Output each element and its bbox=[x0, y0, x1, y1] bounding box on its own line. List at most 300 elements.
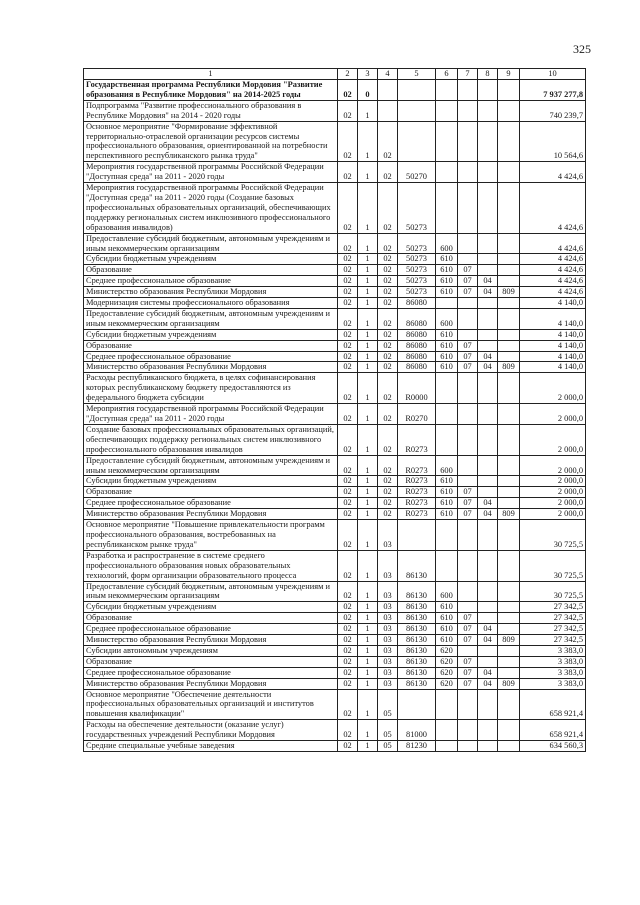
cell-om: 02 bbox=[378, 487, 398, 498]
cell-ministry: 809 bbox=[498, 509, 520, 520]
budget-table bbox=[83, 68, 586, 752]
page-number: 325 bbox=[573, 42, 591, 56]
cell-om: 03 bbox=[378, 656, 398, 667]
cell-name: Предоставление субсидий бюджетным, автономным учреждениям и иным некоммерческим организациям bbox=[84, 581, 338, 602]
cell-pp: 1 bbox=[358, 667, 378, 678]
cell-ministry bbox=[498, 298, 520, 309]
cell-direction: 86130 bbox=[398, 602, 436, 613]
cell-direction bbox=[398, 520, 436, 551]
cell-amount: 658 921,4 bbox=[520, 689, 586, 720]
cell-subsection bbox=[478, 613, 498, 624]
cell-gp: 02 bbox=[338, 720, 358, 741]
cell-expense-type bbox=[436, 162, 458, 183]
cell-subsection: 04 bbox=[478, 509, 498, 520]
cell-name: Средние специальные учебные заведения bbox=[84, 741, 338, 752]
cell-ministry bbox=[498, 121, 520, 162]
cell-section bbox=[458, 298, 478, 309]
table-row bbox=[84, 362, 586, 373]
cell-section: 07 bbox=[458, 624, 478, 635]
cell-om: 03 bbox=[378, 581, 398, 602]
cell-amount: 2 000,0 bbox=[520, 487, 586, 498]
cell-direction: 81000 bbox=[398, 720, 436, 741]
cell-name: Среднее профессиональное образование bbox=[84, 498, 338, 509]
cell-om: 05 bbox=[378, 720, 398, 741]
cell-gp: 02 bbox=[338, 476, 358, 487]
cell-om: 03 bbox=[378, 624, 398, 635]
cell-amount: 634 560,3 bbox=[520, 741, 586, 752]
cell-om: 05 bbox=[378, 689, 398, 720]
cell-gp: 02 bbox=[338, 424, 358, 455]
table-row bbox=[84, 329, 586, 340]
cell-section bbox=[458, 645, 478, 656]
column-header-3: 3 bbox=[358, 69, 378, 80]
cell-subsection bbox=[478, 520, 498, 551]
cell-om: 02 bbox=[378, 498, 398, 509]
cell-pp: 1 bbox=[358, 678, 378, 689]
cell-section bbox=[458, 602, 478, 613]
cell-expense-type bbox=[436, 520, 458, 551]
table-row bbox=[84, 678, 586, 689]
table-row bbox=[84, 183, 586, 234]
cell-om bbox=[378, 80, 398, 101]
cell-ministry bbox=[498, 254, 520, 265]
cell-direction bbox=[398, 121, 436, 162]
table-row bbox=[84, 254, 586, 265]
cell-subsection: 04 bbox=[478, 287, 498, 298]
cell-pp: 1 bbox=[358, 520, 378, 551]
cell-direction: 86130 bbox=[398, 645, 436, 656]
cell-subsection: 04 bbox=[478, 635, 498, 646]
cell-name: Мероприятия государственной программы Российской Федерации "Доступная среда" на 2011 - 2020 годы (Создание базовых профессиональных образовательных организаций, обеспечивающих поддержку региональных систем инклюзивного профессионального образования инвалидов) bbox=[84, 183, 338, 234]
cell-om: 02 bbox=[378, 162, 398, 183]
cell-gp: 02 bbox=[338, 287, 358, 298]
cell-ministry bbox=[498, 602, 520, 613]
cell-section: 07 bbox=[458, 265, 478, 276]
cell-om: 02 bbox=[378, 424, 398, 455]
cell-section bbox=[458, 308, 478, 329]
cell-amount: 27 342,5 bbox=[520, 635, 586, 646]
cell-amount: 4 424,6 bbox=[520, 254, 586, 265]
cell-amount: 2 000,0 bbox=[520, 476, 586, 487]
cell-section bbox=[458, 689, 478, 720]
cell-pp: 1 bbox=[358, 741, 378, 752]
cell-pp: 1 bbox=[358, 581, 378, 602]
cell-ministry: 809 bbox=[498, 635, 520, 646]
column-header-9: 9 bbox=[498, 69, 520, 80]
cell-gp: 02 bbox=[338, 741, 358, 752]
cell-ministry bbox=[498, 340, 520, 351]
cell-subsection: 04 bbox=[478, 498, 498, 509]
cell-ministry bbox=[498, 487, 520, 498]
cell-section bbox=[458, 404, 478, 425]
cell-name: Субсидии автономным учреждениям bbox=[84, 645, 338, 656]
cell-name: Образование bbox=[84, 340, 338, 351]
cell-name: Среднее профессиональное образование bbox=[84, 624, 338, 635]
cell-pp: 1 bbox=[358, 162, 378, 183]
cell-subsection: 04 bbox=[478, 667, 498, 678]
cell-section: 07 bbox=[458, 362, 478, 373]
cell-om: 03 bbox=[378, 678, 398, 689]
cell-expense-type bbox=[436, 183, 458, 234]
table-row bbox=[84, 265, 586, 276]
cell-ministry bbox=[498, 581, 520, 602]
cell-subsection bbox=[478, 340, 498, 351]
cell-om: 02 bbox=[378, 183, 398, 234]
cell-ministry bbox=[498, 424, 520, 455]
cell-amount: 4 140,0 bbox=[520, 362, 586, 373]
table-row bbox=[84, 689, 586, 720]
cell-section bbox=[458, 329, 478, 340]
cell-subsection bbox=[478, 183, 498, 234]
cell-gp: 02 bbox=[338, 550, 358, 581]
table-row bbox=[84, 233, 586, 254]
cell-pp: 1 bbox=[358, 183, 378, 234]
cell-om: 02 bbox=[378, 265, 398, 276]
cell-pp: 1 bbox=[358, 455, 378, 476]
cell-om: 02 bbox=[378, 351, 398, 362]
cell-expense-type: 610 bbox=[436, 340, 458, 351]
cell-expense-type: 610 bbox=[436, 254, 458, 265]
column-header-1: 1 bbox=[84, 69, 338, 80]
table-row bbox=[84, 476, 586, 487]
column-header-6: 6 bbox=[436, 69, 458, 80]
cell-ministry bbox=[498, 741, 520, 752]
cell-subsection bbox=[478, 329, 498, 340]
cell-ministry bbox=[498, 351, 520, 362]
cell-om: 02 bbox=[378, 298, 398, 309]
cell-gp: 02 bbox=[338, 656, 358, 667]
cell-expense-type: 610 bbox=[436, 509, 458, 520]
cell-gp: 02 bbox=[338, 162, 358, 183]
cell-subsection bbox=[478, 424, 498, 455]
cell-name: Основное мероприятие "Обеспечение деятельности профессиональных образовательных организаций и институтов повышения квалификации" bbox=[84, 689, 338, 720]
cell-amount: 30 725,5 bbox=[520, 520, 586, 551]
cell-subsection bbox=[478, 741, 498, 752]
cell-section: 07 bbox=[458, 340, 478, 351]
cell-expense-type: 610 bbox=[436, 351, 458, 362]
cell-section: 07 bbox=[458, 678, 478, 689]
cell-direction: 86130 bbox=[398, 550, 436, 581]
cell-section bbox=[458, 183, 478, 234]
cell-expense-type bbox=[436, 121, 458, 162]
cell-om: 02 bbox=[378, 287, 398, 298]
cell-name: Министерство образования Республики Мордовия bbox=[84, 362, 338, 373]
cell-section bbox=[458, 162, 478, 183]
cell-pp: 1 bbox=[358, 329, 378, 340]
table-row bbox=[84, 276, 586, 287]
cell-pp: 1 bbox=[358, 100, 378, 121]
cell-gp: 02 bbox=[338, 351, 358, 362]
table-row bbox=[84, 162, 586, 183]
table-row bbox=[84, 720, 586, 741]
cell-ministry bbox=[498, 455, 520, 476]
cell-om: 03 bbox=[378, 667, 398, 678]
cell-pp: 1 bbox=[358, 373, 378, 404]
cell-name: Расходы республиканского бюджета, в целях софинансирования которых республиканскому бюджету предоставляются из федерального бюджета субсидии bbox=[84, 373, 338, 404]
cell-om: 02 bbox=[378, 404, 398, 425]
cell-expense-type: 610 bbox=[436, 498, 458, 509]
cell-ministry: 809 bbox=[498, 287, 520, 298]
cell-amount: 740 239,7 bbox=[520, 100, 586, 121]
cell-direction: 86080 bbox=[398, 362, 436, 373]
cell-pp: 1 bbox=[358, 550, 378, 581]
cell-expense-type: 620 bbox=[436, 667, 458, 678]
cell-pp: 1 bbox=[358, 487, 378, 498]
cell-subsection bbox=[478, 476, 498, 487]
cell-section bbox=[458, 520, 478, 551]
cell-section bbox=[458, 254, 478, 265]
cell-subsection: 04 bbox=[478, 678, 498, 689]
cell-ministry bbox=[498, 308, 520, 329]
cell-name: Субсидии бюджетным учреждениям bbox=[84, 602, 338, 613]
cell-section bbox=[458, 741, 478, 752]
cell-expense-type: 610 bbox=[436, 362, 458, 373]
cell-name: Образование bbox=[84, 613, 338, 624]
cell-expense-type: 610 bbox=[436, 624, 458, 635]
cell-expense-type: 610 bbox=[436, 602, 458, 613]
table-row bbox=[84, 635, 586, 646]
table-row bbox=[84, 645, 586, 656]
cell-name: Министерство образования Республики Мордовия bbox=[84, 635, 338, 646]
cell-amount: 7 937 277,8 bbox=[520, 80, 586, 101]
cell-om: 05 bbox=[378, 741, 398, 752]
cell-gp: 02 bbox=[338, 373, 358, 404]
cell-pp: 1 bbox=[358, 689, 378, 720]
column-header-5: 5 bbox=[398, 69, 436, 80]
cell-section bbox=[458, 80, 478, 101]
cell-section: 07 bbox=[458, 509, 478, 520]
cell-ministry bbox=[498, 720, 520, 741]
cell-amount: 30 725,5 bbox=[520, 550, 586, 581]
cell-section: 07 bbox=[458, 498, 478, 509]
cell-ministry bbox=[498, 373, 520, 404]
cell-pp: 1 bbox=[358, 498, 378, 509]
cell-gp: 02 bbox=[338, 581, 358, 602]
cell-expense-type: 620 bbox=[436, 656, 458, 667]
cell-gp: 02 bbox=[338, 635, 358, 646]
cell-expense-type bbox=[436, 373, 458, 404]
cell-name: Предоставление субсидий бюджетным, автономным учреждениям и иным некоммерческим организациям bbox=[84, 308, 338, 329]
cell-gp: 02 bbox=[338, 509, 358, 520]
cell-ministry bbox=[498, 656, 520, 667]
cell-gp: 02 bbox=[338, 520, 358, 551]
cell-pp: 1 bbox=[358, 298, 378, 309]
cell-gp: 02 bbox=[338, 602, 358, 613]
cell-ministry bbox=[498, 183, 520, 234]
cell-subsection bbox=[478, 298, 498, 309]
cell-expense-type: 600 bbox=[436, 308, 458, 329]
cell-pp: 1 bbox=[358, 265, 378, 276]
cell-om: 02 bbox=[378, 276, 398, 287]
cell-amount: 27 342,5 bbox=[520, 602, 586, 613]
table-row bbox=[84, 487, 586, 498]
cell-om: 02 bbox=[378, 509, 398, 520]
cell-subsection bbox=[478, 455, 498, 476]
cell-direction: 86130 bbox=[398, 624, 436, 635]
cell-pp: 1 bbox=[358, 121, 378, 162]
cell-om: 02 bbox=[378, 308, 398, 329]
cell-direction: 86130 bbox=[398, 678, 436, 689]
table-row bbox=[84, 581, 586, 602]
cell-ministry: 809 bbox=[498, 362, 520, 373]
cell-direction: 50273 bbox=[398, 254, 436, 265]
cell-name: Основное мероприятие "Повышение привлекательности программ профессионального образования, востребованных на республиканском рынке труда" bbox=[84, 520, 338, 551]
cell-amount: 2 000,0 bbox=[520, 404, 586, 425]
cell-section: 07 bbox=[458, 276, 478, 287]
cell-subsection bbox=[478, 121, 498, 162]
cell-section bbox=[458, 233, 478, 254]
table-row bbox=[84, 498, 586, 509]
cell-direction: 50273 bbox=[398, 287, 436, 298]
cell-expense-type: 600 bbox=[436, 233, 458, 254]
cell-direction: 50273 bbox=[398, 183, 436, 234]
cell-expense-type: 600 bbox=[436, 455, 458, 476]
cell-direction: 50273 bbox=[398, 265, 436, 276]
cell-gp: 02 bbox=[338, 265, 358, 276]
cell-expense-type: 620 bbox=[436, 645, 458, 656]
cell-gp: 02 bbox=[338, 233, 358, 254]
cell-section bbox=[458, 476, 478, 487]
cell-amount: 3 383,0 bbox=[520, 656, 586, 667]
cell-section bbox=[458, 720, 478, 741]
cell-ministry bbox=[498, 276, 520, 287]
cell-section bbox=[458, 424, 478, 455]
cell-expense-type bbox=[436, 80, 458, 101]
cell-direction: 50273 bbox=[398, 276, 436, 287]
table-row bbox=[84, 667, 586, 678]
cell-pp: 1 bbox=[358, 720, 378, 741]
cell-subsection bbox=[478, 720, 498, 741]
cell-name: Субсидии бюджетным учреждениям bbox=[84, 476, 338, 487]
cell-subsection: 04 bbox=[478, 276, 498, 287]
cell-om: 03 bbox=[378, 602, 398, 613]
cell-ministry bbox=[498, 689, 520, 720]
cell-direction: 86080 bbox=[398, 308, 436, 329]
cell-ministry bbox=[498, 100, 520, 121]
cell-section: 07 bbox=[458, 656, 478, 667]
cell-name: Министерство образования Республики Мордовия bbox=[84, 287, 338, 298]
cell-ministry bbox=[498, 404, 520, 425]
cell-expense-type bbox=[436, 741, 458, 752]
cell-om: 02 bbox=[378, 121, 398, 162]
cell-subsection bbox=[478, 689, 498, 720]
column-header-8: 8 bbox=[478, 69, 498, 80]
cell-expense-type: 610 bbox=[436, 635, 458, 646]
cell-direction: R0273 bbox=[398, 424, 436, 455]
cell-ministry bbox=[498, 329, 520, 340]
cell-amount: 4 424,6 bbox=[520, 287, 586, 298]
cell-amount: 30 725,5 bbox=[520, 581, 586, 602]
cell-name: Среднее профессиональное образование bbox=[84, 276, 338, 287]
cell-subsection bbox=[478, 265, 498, 276]
cell-gp: 02 bbox=[338, 183, 358, 234]
cell-amount: 2 000,0 bbox=[520, 373, 586, 404]
cell-subsection bbox=[478, 645, 498, 656]
table-row bbox=[84, 340, 586, 351]
cell-subsection bbox=[478, 100, 498, 121]
cell-section: 07 bbox=[458, 613, 478, 624]
cell-om: 03 bbox=[378, 550, 398, 581]
table-row bbox=[84, 613, 586, 624]
cell-expense-type bbox=[436, 404, 458, 425]
cell-expense-type bbox=[436, 550, 458, 581]
cell-pp: 1 bbox=[358, 613, 378, 624]
cell-pp: 1 bbox=[358, 645, 378, 656]
cell-amount: 3 383,0 bbox=[520, 667, 586, 678]
cell-subsection bbox=[478, 162, 498, 183]
cell-direction: 86080 bbox=[398, 329, 436, 340]
cell-ministry bbox=[498, 498, 520, 509]
cell-direction: 86080 bbox=[398, 298, 436, 309]
cell-om: 03 bbox=[378, 635, 398, 646]
cell-ministry bbox=[498, 667, 520, 678]
cell-amount: 27 342,5 bbox=[520, 613, 586, 624]
cell-section bbox=[458, 581, 478, 602]
cell-direction: 86080 bbox=[398, 351, 436, 362]
cell-gp: 02 bbox=[338, 329, 358, 340]
table-row bbox=[84, 298, 586, 309]
cell-om: 03 bbox=[378, 645, 398, 656]
cell-section bbox=[458, 121, 478, 162]
cell-subsection bbox=[478, 487, 498, 498]
cell-subsection bbox=[478, 550, 498, 581]
cell-name: Среднее профессиональное образование bbox=[84, 351, 338, 362]
cell-name: Субсидии бюджетным учреждениям bbox=[84, 254, 338, 265]
table-row bbox=[84, 656, 586, 667]
cell-pp: 1 bbox=[358, 254, 378, 265]
cell-ministry bbox=[498, 520, 520, 551]
table-row bbox=[84, 741, 586, 752]
cell-direction bbox=[398, 100, 436, 121]
cell-gp: 02 bbox=[338, 689, 358, 720]
cell-pp: 1 bbox=[358, 287, 378, 298]
cell-direction: 50270 bbox=[398, 162, 436, 183]
cell-amount: 4 424,6 bbox=[520, 265, 586, 276]
cell-direction: 86130 bbox=[398, 581, 436, 602]
column-header-10: 10 bbox=[520, 69, 586, 80]
cell-expense-type: 610 bbox=[436, 613, 458, 624]
cell-amount: 4 424,6 bbox=[520, 162, 586, 183]
cell-expense-type bbox=[436, 424, 458, 455]
cell-direction: R0273 bbox=[398, 476, 436, 487]
cell-amount: 4 140,0 bbox=[520, 308, 586, 329]
cell-expense-type bbox=[436, 100, 458, 121]
cell-direction: R0270 bbox=[398, 404, 436, 425]
cell-gp: 02 bbox=[338, 678, 358, 689]
cell-amount: 4 140,0 bbox=[520, 351, 586, 362]
cell-section bbox=[458, 373, 478, 404]
cell-pp: 1 bbox=[358, 308, 378, 329]
cell-om: 02 bbox=[378, 362, 398, 373]
cell-subsection bbox=[478, 254, 498, 265]
cell-ministry bbox=[498, 645, 520, 656]
cell-name: Образование bbox=[84, 487, 338, 498]
cell-direction: R0273 bbox=[398, 498, 436, 509]
table-row bbox=[84, 602, 586, 613]
cell-amount: 3 383,0 bbox=[520, 678, 586, 689]
cell-expense-type: 610 bbox=[436, 476, 458, 487]
table-body bbox=[84, 80, 586, 752]
cell-name: Основное мероприятие "Формирование эффективной территориально-отраслевой организации ресурсов системы профессионального образования, ориентированной на потребности перспективного республиканского рынка труда" bbox=[84, 121, 338, 162]
cell-gp: 02 bbox=[338, 121, 358, 162]
cell-direction: 81230 bbox=[398, 741, 436, 752]
cell-gp: 02 bbox=[338, 624, 358, 635]
cell-subsection bbox=[478, 581, 498, 602]
cell-amount: 2 000,0 bbox=[520, 498, 586, 509]
cell-pp: 1 bbox=[358, 602, 378, 613]
cell-om: 02 bbox=[378, 340, 398, 351]
cell-expense-type bbox=[436, 720, 458, 741]
